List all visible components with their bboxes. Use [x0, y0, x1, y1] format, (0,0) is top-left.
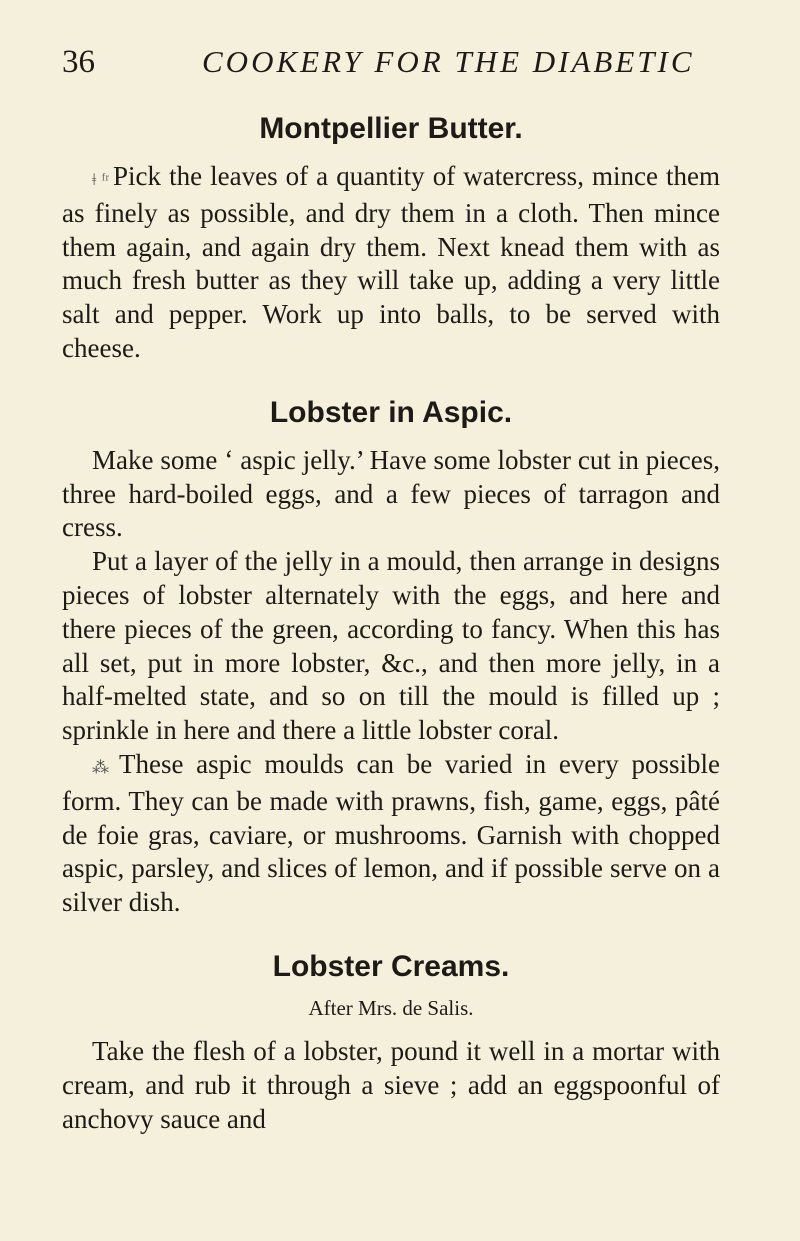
recipe-paragraph: ⁂ These aspic moulds can be varied in every possible form. They can be made with prawns, fish, game, eggs, pâté de foie gras, caviare, or mushrooms. Garnish with chopped aspic, parsley, and slices of lemon, and if possible serve on a silver dish. [62, 748, 720, 918]
recipe-paragraph: Put a layer of the jelly in a mould, then arrange in designs pieces of lobster alternately with the eggs, and here and there pieces of the green, according to fancy. When this has all set, put in more lobster, &c., and then more jelly, in a half-melted state, and so on till the mould is filled up ; sprinkle in here and there a little lobster coral. [62, 546, 720, 746]
recipe-lobster-creams [62, 950, 720, 1136]
page-content [62, 112, 720, 1136]
recipe-paragraph: Make some ‘ aspic jelly.’ Have some lobster cut in pieces, three hard-boiled eggs, and a few pieces of tarragon and cress. [62, 444, 720, 543]
page-number: 36 [62, 44, 95, 80]
recipe-title: Lobster in Aspic. [269, 395, 513, 429]
recipe-montpellier-butter [62, 112, 720, 366]
recipe-title: Montpellier Butter. [259, 112, 523, 145]
recipe-attribution: After Mrs. de Salis. [308, 995, 474, 1020]
stray-mark: ǂ ᶠʳ [92, 170, 110, 189]
running-title: COOKERY FOR THE DIABETIC [202, 44, 695, 79]
recipe-lobster-in-aspic [62, 396, 720, 920]
running-head [62, 44, 738, 84]
stray-mark: ⁂ [92, 757, 115, 777]
recipe-title: Lobster Creams. [272, 949, 510, 983]
recipe-paragraph: ǂ ᶠʳ Pick the leaves of a quantity of watercress, mince them as finely as possible, and dry them in a cloth. Then mince them again, and again dry them. Next knead them with as much fresh butter as they will take up, adding a very little salt and pepper. Work up into balls, to be served with cheese. [62, 161, 720, 363]
recipe-paragraph: Take the flesh of a lobster, pound it well in a mortar with cream, and rub it through a sieve ; add an eggspoonful of anchovy sauce and [62, 1035, 720, 1134]
